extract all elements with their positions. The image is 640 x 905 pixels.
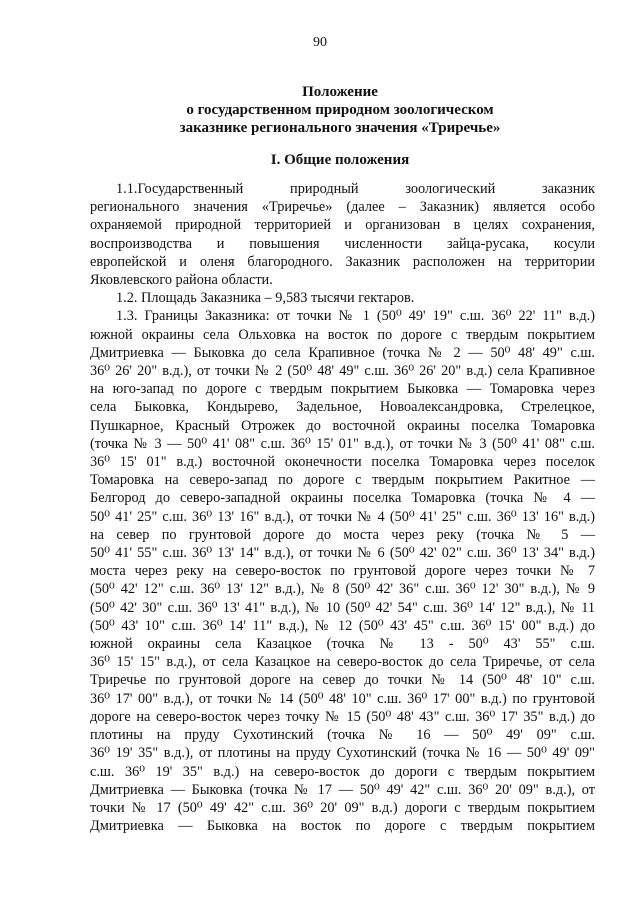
text-line: точки № 17 (50⁰ 49' 42" с.ш. 36⁰ 20' 09" в.д.) дороги с твердым покрытием <box>90 799 595 816</box>
text-line: на север по грунтовой дороге до моста через реку (точка № 5 — <box>90 526 595 543</box>
text-line: 50⁰ 41' 25" с.ш. 36⁰ 13' 16" в.д.), от точки № 4 (50⁰ 41' 25" с.ш. 36⁰ 13' 16" в.д.) <box>90 508 595 525</box>
text-line: 50⁰ 41' 55" с.ш. 36⁰ 13' 14" в.д.), от точки № 6 (50⁰ 42' 02" с.ш. 36⁰ 13' 34" в.д.) <box>90 545 595 562</box>
title-line-2: о государственном природном зоологическом <box>186 102 494 118</box>
text-line: 1.3. Границы Заказника: от точки № 1 (50⁰ 49' 19" с.ш. 36⁰ 22' 11" в.д.) <box>116 308 595 325</box>
text-line: Дмитриевка — Быковка на восток по дороге с твердым покрытием <box>90 818 595 835</box>
text-line: 1.1.Государственный природный зоологический заказник <box>116 181 595 197</box>
text-line: (50⁰ 42' 12" с.ш. 36⁰ 13' 12" в.д.), № 8 (50⁰ 42' 36" с.ш. 36⁰ 12' 30" в.д.), № 9 <box>90 581 595 598</box>
text-line: охраняемой природной территорией и организован в целях сохранения, <box>90 217 595 234</box>
text-line: Дмитриевка — Быковка до села Крапивное (точка № 2 — 50⁰ 48' 49" с.ш. <box>90 344 595 361</box>
text-line: (точка № 3 — 50⁰ 41' 08" с.ш. 36⁰ 15' 01" в.д.), от точки № 3 (50⁰ 41' 08" с.ш. <box>90 435 595 452</box>
text-line: Яковлевского района области. <box>90 272 273 289</box>
page-number: 90 <box>313 35 327 50</box>
text-line: моста через реку на северо-восток по грунтовой дороге через точки № 7 <box>90 563 595 580</box>
title-line-1: Положение <box>302 84 378 100</box>
text-line: Белгород до северо-западной окраины поселка Томаровка (точка № 4 — <box>90 490 595 507</box>
text-line: 36⁰ 19' 35" в.д.), от плотины на пруду Сухотинский (точка № 16 — 50⁰ 49' 09" <box>90 745 595 762</box>
text-line: Пушкарное, Красный Отрожек до восточной окраины поселка Томаровка <box>90 417 595 434</box>
text-line: 36⁰ 15' 15" в.д.), от села Казацкое на северо-восток до села Триречье, от села <box>90 654 595 671</box>
document-title <box>90 83 590 137</box>
text-line: 1.2. Площадь Заказника – 9,583 тысячи гектаров. <box>116 290 415 307</box>
text-line: 36⁰ 26' 20" в.д.), от точки № 2 (50⁰ 48' 49" с.ш. 36⁰ 26' 20" в.д.) села Крапивное <box>90 363 595 380</box>
text-line: Дмитриевка — Быковка (точка № 17 — 50⁰ 49' 42" с.ш. 36⁰ 20' 09" в.д.), от <box>90 781 595 798</box>
text-line: Томаровка на северо-запад по дороге с твердым покрытием Ракитное — <box>90 472 595 489</box>
text-line: воспроизводства и повышения численности зайца-русака, косули <box>90 235 595 252</box>
text-line: плотины на пруду Сухотинский (точка № 16 — 50⁰ 49' 09" с.ш. <box>90 727 595 744</box>
text-line: дороге на северо-восток через точку № 15 (50⁰ 48' 43" с.ш. 36⁰ 17' 35" в.д.) до <box>90 708 595 725</box>
text-line: южной окраины села Казацкое (точка № 13 - 50⁰ 43' 55" с.ш. <box>90 636 595 653</box>
text-line: регионального значения «Триречье» (далее – Заказник) является особо <box>90 199 595 216</box>
text-line: (50⁰ 42' 30" с.ш. 36⁰ 13' 41" в.д.), № 10 (50⁰ 42' 54" с.ш. 36⁰ 14' 12" в.д.), № 11 <box>90 599 595 616</box>
body-text <box>90 180 595 835</box>
text-line: 36⁰ 17' 00" в.д.), от точки № 14 (50⁰ 48' 10" с.ш. 36⁰ 17' 00" в.д.) по грунтовой <box>90 690 595 707</box>
text-line: Триречье по грунтовой дороге на север до точки № 14 (50⁰ 48' 10" с.ш. <box>90 672 595 689</box>
text-line: села Быковка, Кондырево, Задельное, Новоалександровка, Стрелецкое, <box>90 399 595 416</box>
section-heading: I. Общие положения <box>270 152 410 168</box>
text-line: (50⁰ 43' 10" с.ш. 36⁰ 14' 11" в.д.), № 12 (50⁰ 43' 45" с.ш. 36⁰ 15' 00" в.д.) до <box>90 617 595 634</box>
text-line: 36⁰ 15' 01" в.д.) восточной оконечности поселка Томаровка через поселок <box>90 454 595 471</box>
text-line: на юго-запад по дороге с твердым покрытием Быковка — Томаровка через <box>90 381 595 398</box>
text-line: европейской и оленя благородного. Заказник расположен на территории <box>90 253 595 270</box>
text-line: с.ш. 36⁰ 19' 35" в.д.) на северо-восток до дороги с твердым покрытием <box>90 763 595 780</box>
text-line: южной окраины села Ольховка на восток по дороге с твердым покрытием <box>90 326 595 343</box>
title-line-3: заказнике регионального значения «Триречье» <box>179 120 501 136</box>
